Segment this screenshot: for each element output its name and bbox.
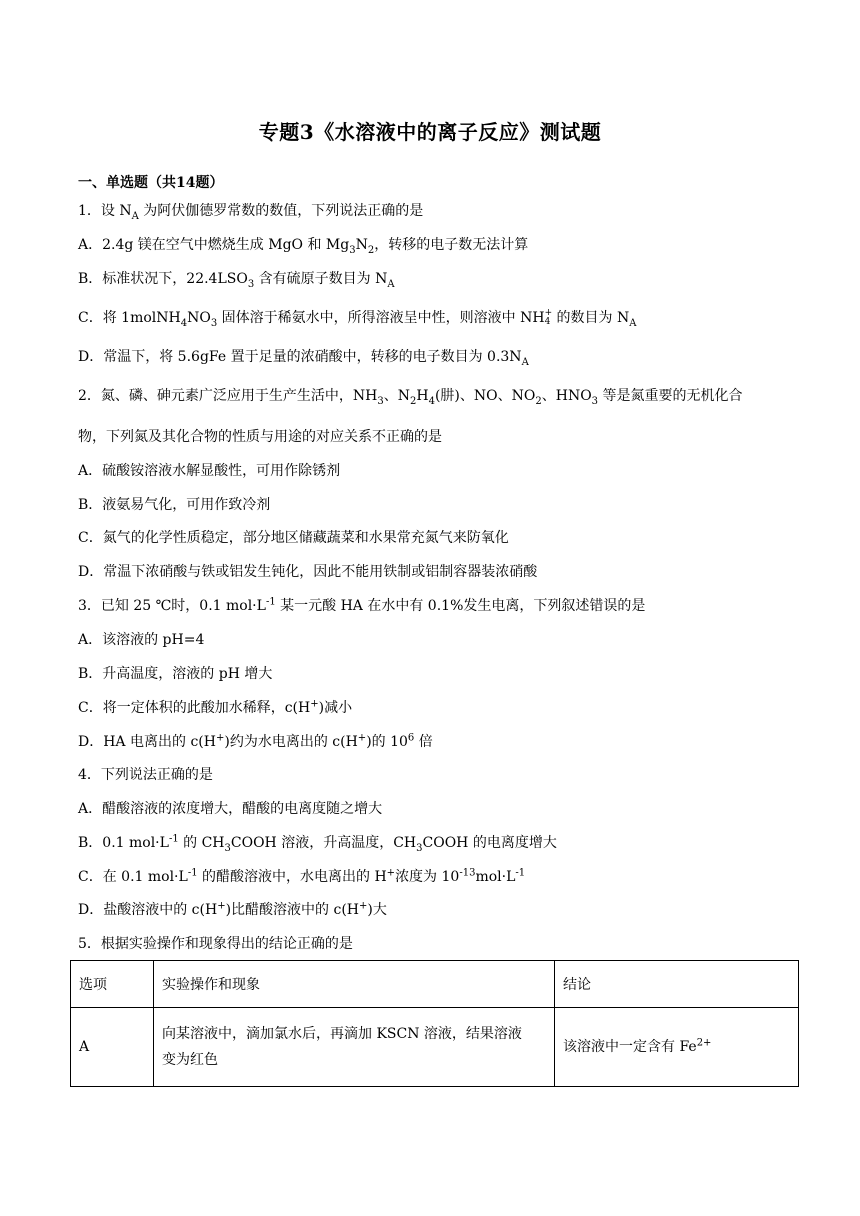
q2-option-b: B．液氨易气化，可用作致冷剂 (78, 497, 271, 513)
q2-stem-line1: 2．氮、磷、砷元素广泛应用于生产生活中，$NH_3$、$N_2H_4$(肼)、NO、$NO_2$、$HNO_3$ 等是氮重要的无机化合 (78, 388, 743, 407)
q1-option-c: C．将 $1molNH_4NO_3$ 固体溶于稀氨水中，所得溶液呈中性，则溶液中 NH+ 4 的数目为 $N_A$ (78, 308, 637, 329)
q1-stem: 1．设 $N_A$ 为阿伏伽德罗常数的数值，下列说法正确的是 (78, 203, 424, 222)
section-heading: 一、单选题（共14题） (78, 175, 224, 191)
q5-stem: 5．根据实验操作和现象得出的结论正确的是 (78, 936, 353, 952)
table-header-operation: 实验操作和现象 (154, 961, 555, 1008)
q3-option-a: A．该溶液的 pH=4 (78, 632, 205, 648)
q2-option-d: D．常温下浓硝酸与铁或铝发生钝化，因此不能用铁制或铝制容器装浓硝酸 (78, 564, 538, 580)
table-header-conclusion: 结论 (555, 961, 799, 1008)
q3-option-b: B．升高温度，溶液的 pH 增大 (78, 666, 273, 682)
table-header-option: 选项 (71, 961, 154, 1008)
q2-option-c: C．氮气的化学性质稳定，部分地区储藏蔬菜和水果常充氮气来防氧化 (78, 530, 509, 546)
q3-option-c: C．将一定体积的此酸加水稀释，c(H+)减小 (78, 698, 353, 716)
table-header-row (71, 961, 799, 1008)
q1-option-b: B．标准状况下，$22.4LSO_3$ 含有硫原子数目为 $N_A$ (78, 271, 395, 290)
q5-table (70, 960, 799, 1087)
table-cell-option: A (71, 1008, 154, 1087)
q1-option-a: A．2.4g 镁在空气中燃烧生成 MgO 和 $Mg_3N_2$，转移的电子数无法计算 (78, 237, 529, 256)
q4-option-a: A．醋酸溶液的浓度增大，醋酸的电离度随之增大 (78, 801, 383, 817)
q2-option-a: A．硫酸铵溶液水解显酸性，可用作除锈剂 (78, 463, 341, 479)
q4-option-d: D．盐酸溶液中的 c(H+)比醋酸溶液中的 c(H+)大 (78, 900, 387, 918)
q3-stem: 3．已知 25 ℃时，0.1 $mol\cdot L^{-1}$ 某一元酸 HA 在水中有 0.1%发生电离，下列叙述错误的是 (78, 596, 646, 614)
q3-option-d: D．HA 电离出的 c(H+)约为水电离出的 c(H+)的 $10^6$ 倍 (78, 732, 433, 750)
q1-option-d: D．常温下，将 5.6gFe 置于足量的浓硝酸中，转移的电子数目为 $0.3N_A$ (78, 349, 529, 368)
q4-option-c: C．在 0.1 $mol\cdot L^{-1}$ 的醋酸溶液中，水电离出的 H+浓度为 $10^{-13}mol\cdot L^{-1}$ (78, 867, 526, 885)
q4-option-b: B．0.1 $mol\cdot L^{-1}$ 的 $CH_3COOH$ 溶液，升高温度，$CH_3COOH$ 的电离度增大 (78, 833, 557, 854)
q4-stem: 4．下列说法正确的是 (78, 767, 213, 783)
table-cell-operation: 向某溶液中，滴加氯水后，再滴加 KSCN 溶液，结果溶液 变为红色 (154, 1008, 555, 1087)
table-row (71, 1008, 799, 1087)
page-title: 专题3《水溶液中的离子反应》测试题 (258, 120, 602, 144)
table-cell-conclusion: 该溶液中一定含有 $Fe^{2+}$ (555, 1008, 799, 1087)
q2-stem-line2: 物，下列氮及其化合物的性质与用途的对应关系不正确的是 (78, 429, 442, 445)
